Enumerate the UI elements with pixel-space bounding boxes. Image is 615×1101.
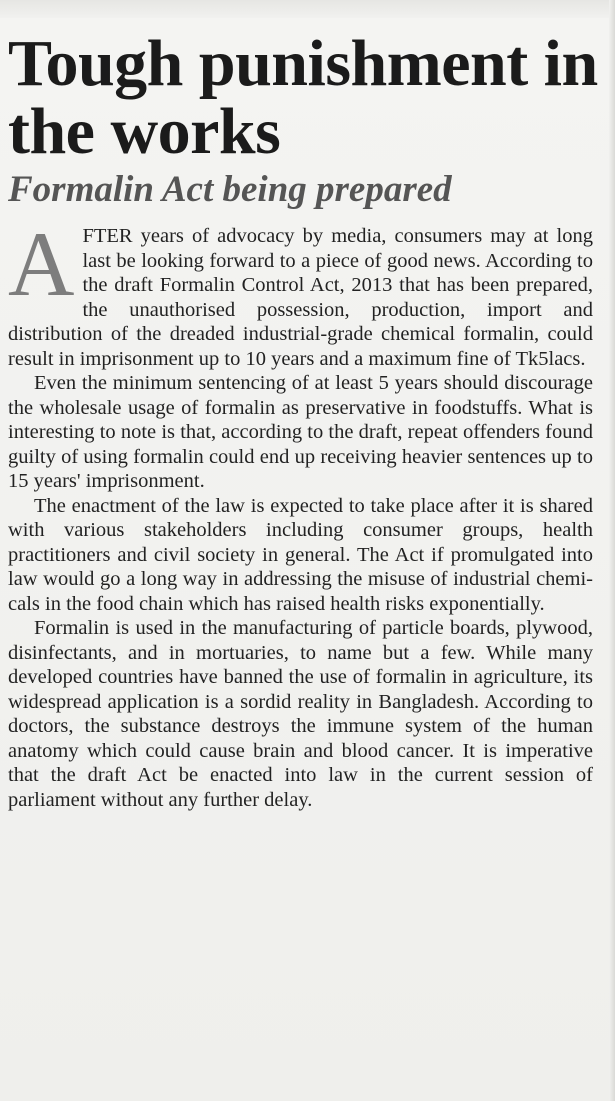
subheadline: Formalin Act being prepared [8, 169, 452, 210]
headline: Tough punishment in the works [8, 27, 598, 168]
article-paragraph-3: The enactment of the law is expected to take place after it is shared with various stakeholders including consumer groups, health practitioners and civil society in general. The Act if promulgated into law would go a long way in addressing the misuse of industrial chemicals in the food chain which has raised health risks exponentially. [8, 494, 593, 615]
drop-cap: A [8, 213, 75, 315]
paragraph-1-text: FTER years of advocacy by media, consumers may at long last be looking forward to a piece of good news. According to the draft Formalin Control Act, 2013 that has been prepared, the unauthorised possession, production, import and distribution of the dreaded industrial-grade chemical formalin, could result in imprisonment up to 10 years and a maximum fine of Tk5lacs. [8, 225, 593, 370]
article-paragraph-2: Even the minimum sentencing of at least 5 years should discourage the wholesale usage of formalin as preservative in foodstuffs. What is interesting to note is that, according to the draft, repeat offenders found guilty of using formalin could end up receiving heavier sentences up to 15 years' imprisonment. [8, 372, 593, 492]
paper-edge-right [609, 0, 615, 1101]
paper-edge-top [0, 0, 615, 18]
article-paragraph-4: Formalin is used in the manufacturing of particle boards, plywood, disinfectants, and in mortuaries, to name but a few. While many developed countries have banned the use of formalin in agriculture, its widespread application is a sordid reality in Bangladesh. According to doctors, the substance destroys the immune system of the human anatomy which could cause brain and blood cancer. It is imperative that the draft Act be enacted into law in the current session of parliament without any further delay. [8, 617, 593, 811]
article-body [8, 213, 593, 812]
article-paragraph-1 [8, 213, 593, 371]
